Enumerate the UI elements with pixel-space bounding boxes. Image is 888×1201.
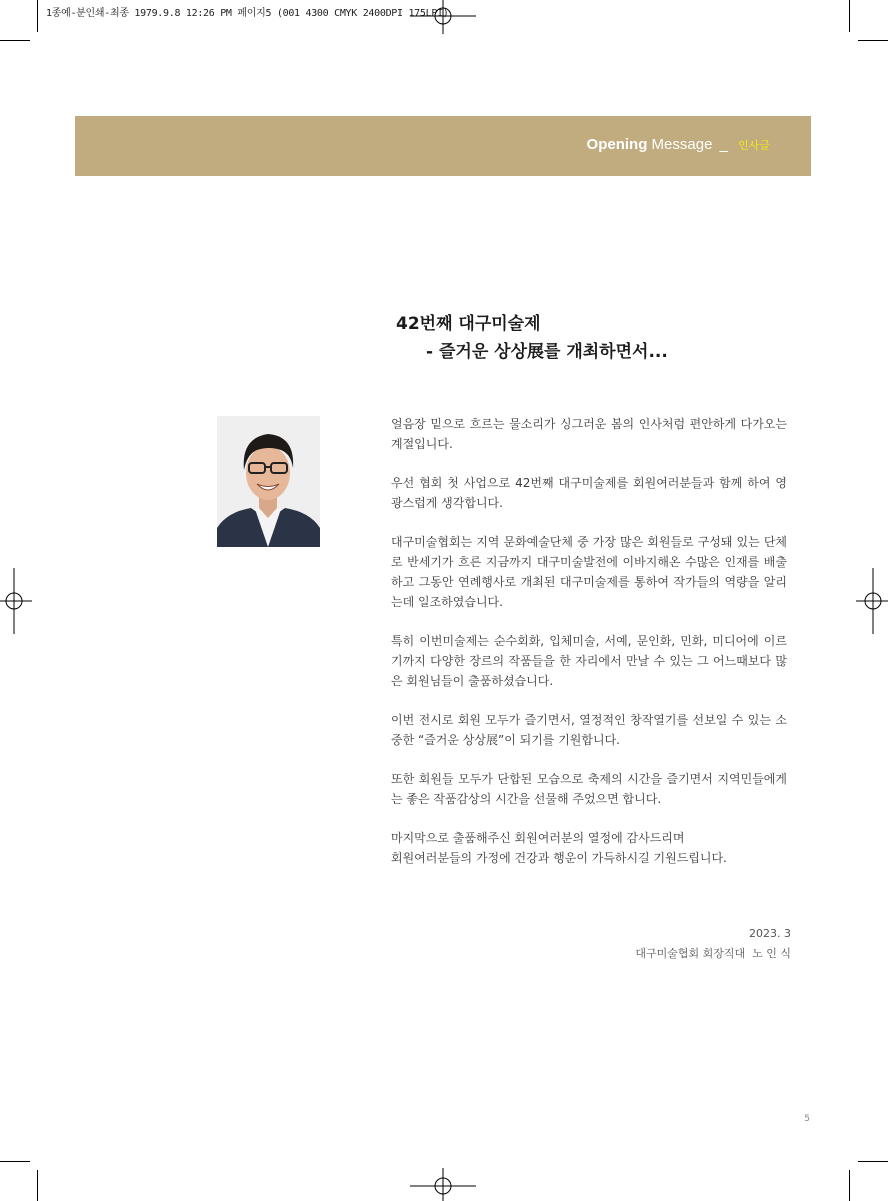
title-line-1: 42번째 대구미술제 (396, 314, 541, 334)
registration-mark-right-icon (856, 568, 888, 634)
crop-mark-bottom-left-h (0, 1161, 30, 1162)
crop-mark-top-left-h (0, 40, 30, 41)
paragraph-1: 얼음장 밑으로 흐르는 물소리가 싱그러운 봄의 인사처럼 편안하게 다가오는 계절입니다. (391, 417, 787, 451)
author-portrait (217, 416, 320, 547)
opening-message-body (391, 414, 787, 887)
paragraph-4: 특히 이번미술제는 순수회화, 입체미술, 서예, 문인화, 민화, 미디어에 이르기까지 다양한 장르의 작품들을 한 자리에서 만날 수 있는 그 어느때보다 많은 회원님들이 출품하셨습니다. (391, 634, 787, 688)
crop-mark-top-right-h (858, 40, 888, 41)
signature-author: 대구미술협회 회장직대 노 인 식 (635, 947, 791, 960)
paragraph-2: 우선 협회 첫 사업으로 42번째 대구미술제를 회원여러분들과 함께 하여 영광스럽게 생각합니다. (391, 476, 787, 510)
registration-mark-left-icon (0, 568, 32, 634)
crop-mark-bottom-right-h (858, 1161, 888, 1162)
registration-mark-bottom-icon (410, 1168, 476, 1201)
section-label-regular: Message (651, 136, 713, 153)
signature-block (635, 924, 791, 964)
title-line-2: - 즐거운 상상展를 개최하면서... (426, 342, 668, 362)
page-title (396, 310, 668, 366)
paragraph-5: 이번 전시로 회원 모두가 즐기면서, 열정적인 창작열기를 선보일 수 있는 소중한 “즐거운 상상展”이 되기를 기원합니다. (391, 713, 787, 747)
crop-mark-top-left-v (37, 0, 38, 32)
crop-mark-bottom-left-v (37, 1170, 38, 1201)
print-slug-line: 1종예-분인쇄-최종 1979.9.8 12:26 PM 페이지5 (001 4300 CMYK 2400DPI 175LPI) (46, 8, 449, 19)
header-banner (75, 116, 811, 176)
registration-mark-top-icon (410, 0, 476, 34)
page-number: 5 (804, 1114, 810, 1124)
section-label-bold: Opening (586, 136, 648, 153)
paragraph-3: 대구미술협회는 지역 문화예술단체 중 가장 많은 회원들로 구성돼 있는 단체로 반세기가 흐른 지금까지 대구미술발전에 이바지해온 수많은 인재를 배출하고 그동안 연례행사로 개최된 대구미술제를 통하여 작가들의 역량을 알리는데 일조하였습니다. (391, 535, 787, 609)
signature-date: 2023. 3 (749, 927, 791, 940)
paragraph-6: 또한 회원들 모두가 단합된 모습으로 축제의 시간을 즐기면서 지역민들에게는 좋은 작품감상의 시간을 선물해 주었으면 합니다. (391, 772, 787, 806)
section-label (587, 136, 770, 153)
crop-mark-top-right-v (849, 0, 850, 32)
crop-mark-bottom-right-v (849, 1170, 850, 1201)
section-label-separator: _ (719, 136, 728, 153)
section-label-korean: 인사글 (738, 139, 770, 152)
paragraph-7: 마지막으로 출품해주신 회원여러분의 열정에 감사드리며 회원여러분들의 가정에 건강과 행운이 가득하시길 기원드립니다. (391, 831, 727, 865)
portrait-icon (217, 416, 320, 547)
